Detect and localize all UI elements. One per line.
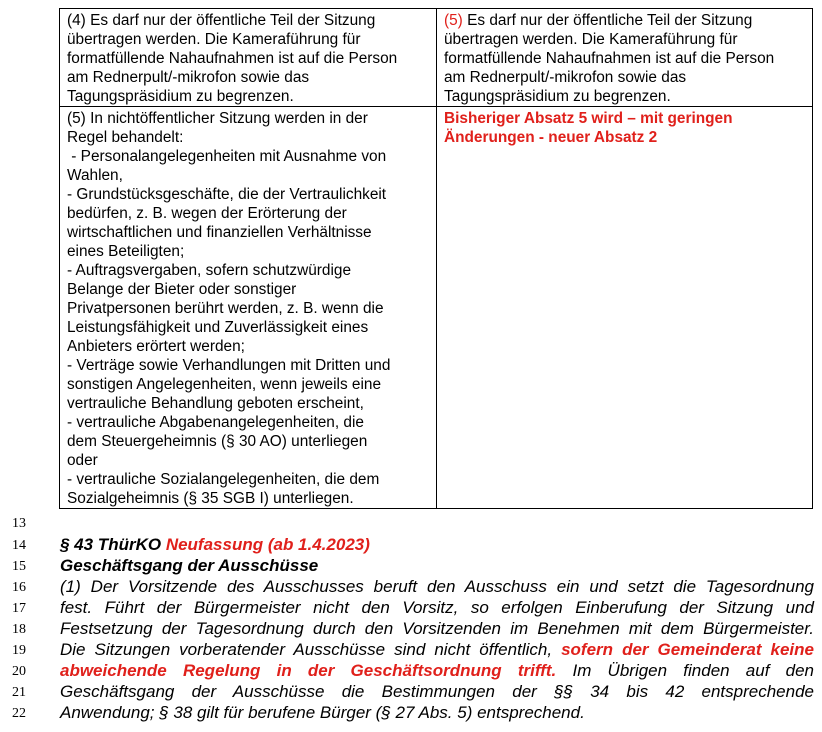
cell-line: bedürfen, z. B. wegen der Erörterung der [67, 205, 347, 222]
body-text: Die Sitzungen vorberatender Ausschüsse sind nicht öffentlich, [60, 640, 562, 659]
line-number: 21 [12, 685, 26, 700]
cell-line: Belange der Bieter oder sonstiger [67, 281, 297, 298]
cell-line: am Rednerpult/-mikrofon sowie das [444, 69, 687, 86]
table-cell-old-paragraph-5 [60, 107, 437, 509]
cell-line: - vertrauliche Sozialangelegenheiten, die dem [67, 471, 380, 488]
cell-line: Bisheriger Absatz 5 wird – mit geringen [444, 110, 733, 127]
highlighted-text: sofern der Gemeinderat keine [561, 640, 814, 659]
cell-line: Tagungspräsidium zu begrenzen. [444, 88, 671, 105]
cell-line: dem Steuergeheimnis (§ 30 AO) unterliegen [67, 433, 368, 450]
cell-line: formatfüllende Nahaufnahmen ist auf die Person [444, 50, 775, 67]
body-line: (1) Der Vorsitzende des Ausschusses beruft den Ausschuss ein und setzt die Tagesordnung [60, 577, 814, 596]
body-text: Im Übrigen finden auf den [556, 661, 814, 680]
line-number: 22 [12, 706, 26, 721]
line-number: 18 [12, 622, 26, 637]
body-line: Anwendung; § 38 gilt für berufene Bürger (§ 27 Abs. 5) entsprechend. [60, 703, 585, 722]
cell-line: - Personalangelegenheiten mit Ausnahme von [67, 148, 387, 165]
heading-new-version: Neufassung (ab 1.4.2023) [165, 535, 370, 554]
table-cell-new-paragraph-5 [437, 9, 813, 107]
cell-line: Privatpersonen berührt werden, z. B. wenn die [67, 300, 384, 317]
cell-line: eines Beteiligten; [67, 243, 185, 260]
cell-line: - vertrauliche Abgabenangelegenheiten, die [67, 414, 364, 431]
cell-line: Sozialgeheimnis (§ 35 SGB I) unterliegen. [67, 490, 354, 507]
cell-line: - Verträge sowie Verhandlungen mit Dritten und [67, 357, 391, 374]
cell-line: Änderungen - neuer Absatz 2 [444, 129, 658, 146]
heading-paragraph: § 43 ThürKO [60, 535, 166, 554]
cell-line: übertragen werden. Die Kameraführung für [67, 31, 361, 48]
line-number: 17 [12, 601, 26, 616]
cell-line [444, 11, 806, 30]
line-number: 19 [12, 643, 26, 658]
line-number: 13 [12, 516, 26, 531]
cell-line: Wahlen, [67, 167, 123, 184]
table-cell-old-paragraph-4 [60, 9, 437, 107]
line-number: 16 [12, 580, 26, 595]
cell-line: am Rednerpult/-mikrofon sowie das [67, 69, 310, 86]
highlighted-text: abweichende Regelung in der Geschäftsordnung trifft. [60, 661, 557, 680]
cell-line: vertrauliche Behandlung geboten erscheint, [67, 395, 364, 412]
cell-line: oder [67, 452, 98, 469]
cell-line: wirtschaftlichen und finanziellen Verhältnisse [67, 224, 372, 241]
cell-line: Anbieters erörtert werden; [67, 338, 245, 355]
line-number: 20 [12, 664, 26, 679]
cell-line: (5) In nichtöffentlicher Sitzung werden in der [67, 110, 368, 127]
cell-line: - Grundstücksgeschäfte, die der Vertraulichkeit [67, 186, 387, 203]
cell-line: Regel behandelt: [67, 129, 184, 146]
table-row [60, 9, 813, 107]
cell-line: sonstigen Angelegenheiten, wenn jeweils eine [67, 376, 382, 393]
comparison-table [59, 8, 813, 509]
cell-line: formatfüllende Nahaufnahmen ist auf die Person [67, 50, 398, 67]
table-row [60, 107, 813, 509]
table-cell-comment [437, 107, 813, 509]
cell-line: Tagungspräsidium zu begrenzen. [67, 88, 294, 105]
cell-line: (4) Es darf nur der öffentliche Teil der Sitzung [67, 12, 376, 29]
body-line [60, 639, 814, 660]
body-line [60, 660, 814, 681]
body-line: Festsetzung der Tagesordnung durch den Vorsitzenden im Benehmen mit dem Bürgermeister. [60, 619, 814, 638]
cell-line: Leistungsfähigkeit und Zuverlässigkeit eines [67, 319, 369, 336]
body-line: Geschäftsgang der Ausschüsse die Bestimmungen der §§ 34 bis 42 entsprechende [60, 682, 814, 701]
cell-line: übertragen werden. Die Kameraführung für [444, 31, 738, 48]
body-line: fest. Führt der Bürgermeister nicht den Vorsitz, so erfolgen Einberufung der Sitzung und [60, 598, 814, 617]
section-heading [60, 534, 814, 555]
paragraph-marker: (5) [444, 12, 463, 29]
section-subheading: Geschäftsgang der Ausschüsse [60, 556, 319, 575]
cell-line: - Auftragsvergaben, sofern schutzwürdige [67, 262, 352, 279]
line-number: 15 [12, 559, 26, 574]
cell-line-rest: Es darf nur der öffentliche Teil der Sitzung [462, 12, 753, 29]
line-number: 14 [12, 538, 26, 553]
